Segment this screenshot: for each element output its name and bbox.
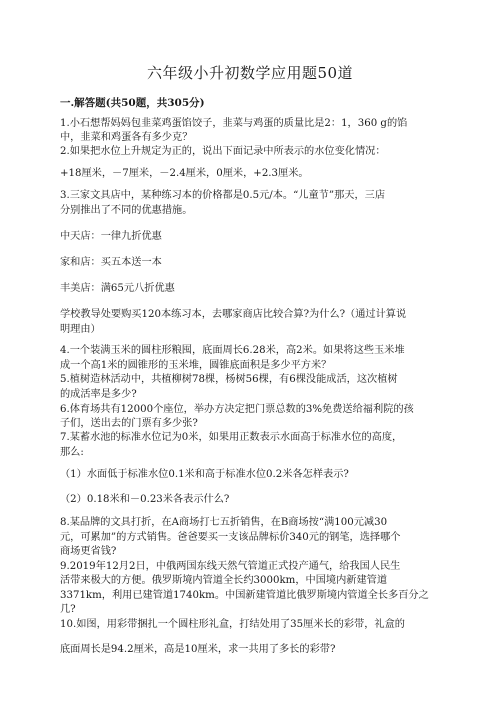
- text-line: 分别推出了不同的优惠措施。: [60, 205, 193, 216]
- text-line: 2.如果把水位上升规定为正的，说出下面记录中所表示的水位变化情况：: [60, 146, 386, 157]
- text-line: 子们，送出去的门票有多少张?: [60, 418, 198, 429]
- text-line: 1.小石想帮妈妈包韭菜鸡蛋馅饺子，韭菜与鸡蛋的质量比是2：1，360 g的馅: [60, 118, 408, 129]
- text-line: （1）水面低于标准水位0.1米和高于标准水位0.2米各怎样表示?: [60, 469, 349, 480]
- text-line: 几?: [60, 604, 76, 615]
- text-line: 元，可累加”的方式销售。爸爸要买一支该品牌标价340元的钢笔，选择哪个: [60, 532, 401, 543]
- text-line: 学校教导处要购买120本练习本，去哪家商店比较合算?为什么?（通过计算说: [60, 309, 407, 320]
- text-line: 丰美店：满65元八折优惠: [60, 283, 175, 294]
- text-line: 9.2019年12月2日，中俄两国东线天然气管道正式投产通气，给我国人民生: [60, 561, 401, 572]
- text-line: +18厘米，－7厘米，－2.4厘米，0厘米，+2.3厘米。: [60, 168, 309, 179]
- text-line: 底面周长是94.2厘米，高是10厘米，求一共用了多长的彩带?: [60, 644, 336, 655]
- text-line: 6.体育场共有12000个座位，举办方决定把门票总数的3%免费送给福利院的孩: [60, 404, 414, 415]
- text-line: 明理由）: [60, 324, 101, 335]
- section-heading: 一.解答题(共50题，共305分): [60, 97, 205, 109]
- text-line: 中天店：一律九折优惠: [60, 231, 162, 242]
- text-line: 4.一个装满玉米的圆柱形粮囤，底面周长6.28米，高2米。如果将这些玉米堆: [60, 345, 405, 356]
- text-line: 商场更省钱?: [60, 546, 117, 557]
- text-line: 8.某品牌的文具打折，在A商场打七五折销售，在B商场按“满100元减30: [60, 517, 388, 528]
- text-line: 7.某蓄水池的标准水位记为0米，如果用正数表示水面高于标准水位的高度，: [60, 432, 403, 443]
- text-line: 10.如图，用彩带捆扎一个圆柱形礼盒，打结处用了35厘米长的彩带，礼盒的: [60, 619, 405, 630]
- text-line: 中，韭菜和鸡蛋各有多少克？: [60, 132, 193, 143]
- text-line: 活带来极大的方便。俄罗斯境内管道全长约3000km，中国境内新建管道: [60, 575, 388, 586]
- text-line: 3371km，利用已建管道1740km。中国新建管道比俄罗斯境内管道全长多百分之: [60, 590, 429, 601]
- text-line: 的成活率是多少?: [60, 389, 137, 400]
- text-line: 那么:: [60, 447, 84, 458]
- text-line: 5.植树造林活动中，共植柳树78棵，杨树56棵，有6棵没能成活，这次植树: [60, 374, 398, 385]
- text-line: （2）0.18米和－0.23米各表示什么?: [60, 494, 230, 505]
- text-line: 3.三家文具店中，某种练习本的价格都是0.5元/本。“儿童节”那天，三店: [60, 190, 386, 201]
- text-line: 成一个高1米的圆锥形的玉米堆，圆锥底面积是多少平方米？: [60, 360, 332, 371]
- text-line: 家和店：买五本送一本: [60, 257, 162, 268]
- document-title: 六年级小升初数学应用题50道: [146, 64, 354, 82]
